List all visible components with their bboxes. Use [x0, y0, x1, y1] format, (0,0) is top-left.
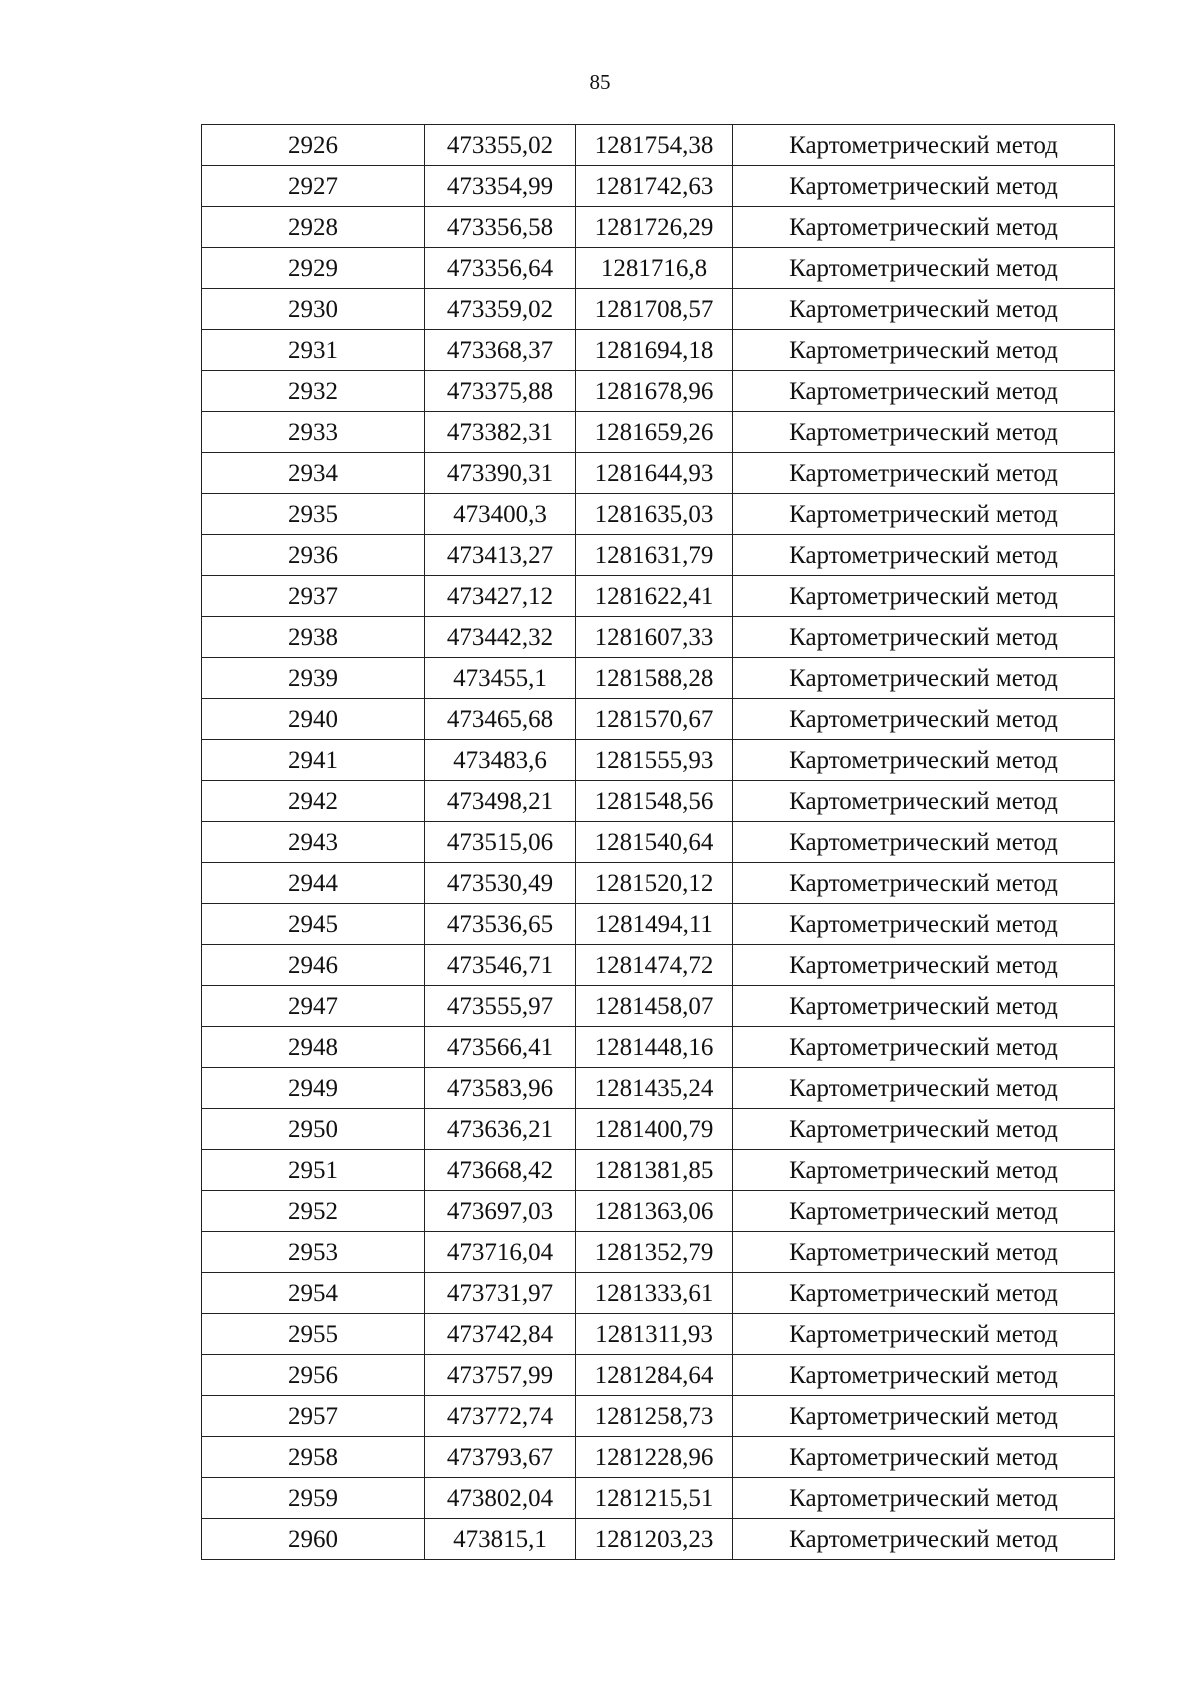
x-coordinate-cell: 473455,1	[425, 658, 576, 699]
table-row	[202, 1191, 1115, 1232]
table-row	[202, 986, 1115, 1027]
method-cell: Картометрический метод	[733, 207, 1115, 248]
method-cell: Картометрический метод	[733, 453, 1115, 494]
y-coordinate-cell: 1281228,96	[576, 1437, 733, 1478]
method-cell: Картометрический метод	[733, 945, 1115, 986]
point-number-cell: 2929	[202, 248, 425, 289]
x-coordinate-cell: 473498,21	[425, 781, 576, 822]
page-number: 85	[589, 70, 611, 94]
table-row	[202, 658, 1115, 699]
table-row	[202, 1355, 1115, 1396]
x-coordinate-cell: 473555,97	[425, 986, 576, 1027]
x-coordinate-cell: 473566,41	[425, 1027, 576, 1068]
method-cell: Картометрический метод	[733, 699, 1115, 740]
y-coordinate-cell: 1281311,93	[576, 1314, 733, 1355]
point-number-cell: 2926	[202, 125, 425, 166]
x-coordinate-cell: 473465,68	[425, 699, 576, 740]
table-row	[202, 1314, 1115, 1355]
y-coordinate-cell: 1281716,8	[576, 248, 733, 289]
table-row	[202, 1109, 1115, 1150]
x-coordinate-cell: 473793,67	[425, 1437, 576, 1478]
point-number-cell: 2934	[202, 453, 425, 494]
coordinates-table-body	[202, 125, 1115, 1560]
method-cell: Картометрический метод	[733, 412, 1115, 453]
coordinates-table	[201, 124, 1115, 1560]
table-row	[202, 822, 1115, 863]
point-number-cell: 2927	[202, 166, 425, 207]
x-coordinate-cell: 473390,31	[425, 453, 576, 494]
x-coordinate-cell: 473716,04	[425, 1232, 576, 1273]
point-number-cell: 2940	[202, 699, 425, 740]
y-coordinate-cell: 1281754,38	[576, 125, 733, 166]
x-coordinate-cell: 473375,88	[425, 371, 576, 412]
y-coordinate-cell: 1281659,26	[576, 412, 733, 453]
y-coordinate-cell: 1281520,12	[576, 863, 733, 904]
method-cell: Картометрический метод	[733, 1191, 1115, 1232]
point-number-cell: 2950	[202, 1109, 425, 1150]
table-row	[202, 289, 1115, 330]
y-coordinate-cell: 1281400,79	[576, 1109, 733, 1150]
point-number-cell: 2937	[202, 576, 425, 617]
table-row	[202, 904, 1115, 945]
table-row	[202, 1273, 1115, 1314]
table-row	[202, 576, 1115, 617]
y-coordinate-cell: 1281635,03	[576, 494, 733, 535]
point-number-cell: 2933	[202, 412, 425, 453]
method-cell: Картометрический метод	[733, 1437, 1115, 1478]
x-coordinate-cell: 473359,02	[425, 289, 576, 330]
point-number-cell: 2952	[202, 1191, 425, 1232]
method-cell: Картометрический метод	[733, 1150, 1115, 1191]
point-number-cell: 2954	[202, 1273, 425, 1314]
table-row	[202, 1150, 1115, 1191]
y-coordinate-cell: 1281203,23	[576, 1519, 733, 1560]
method-cell: Картометрический метод	[733, 658, 1115, 699]
table-row	[202, 125, 1115, 166]
point-number-cell: 2947	[202, 986, 425, 1027]
x-coordinate-cell: 473815,1	[425, 1519, 576, 1560]
point-number-cell: 2946	[202, 945, 425, 986]
y-coordinate-cell: 1281258,73	[576, 1396, 733, 1437]
y-coordinate-cell: 1281607,33	[576, 617, 733, 658]
method-cell: Картометрический метод	[733, 986, 1115, 1027]
table-row	[202, 1478, 1115, 1519]
method-cell: Картометрический метод	[733, 494, 1115, 535]
point-number-cell: 2943	[202, 822, 425, 863]
y-coordinate-cell: 1281458,07	[576, 986, 733, 1027]
table-row	[202, 781, 1115, 822]
point-number-cell: 2932	[202, 371, 425, 412]
y-coordinate-cell: 1281474,72	[576, 945, 733, 986]
point-number-cell: 2949	[202, 1068, 425, 1109]
x-coordinate-cell: 473668,42	[425, 1150, 576, 1191]
point-number-cell: 2930	[202, 289, 425, 330]
table-row	[202, 617, 1115, 658]
table-row	[202, 248, 1115, 289]
x-coordinate-cell: 473757,99	[425, 1355, 576, 1396]
x-coordinate-cell: 473427,12	[425, 576, 576, 617]
y-coordinate-cell: 1281363,06	[576, 1191, 733, 1232]
x-coordinate-cell: 473442,32	[425, 617, 576, 658]
point-number-cell: 2960	[202, 1519, 425, 1560]
table-row	[202, 1068, 1115, 1109]
y-coordinate-cell: 1281588,28	[576, 658, 733, 699]
point-number-cell: 2928	[202, 207, 425, 248]
point-number-cell: 2931	[202, 330, 425, 371]
y-coordinate-cell: 1281570,67	[576, 699, 733, 740]
method-cell: Картометрический метод	[733, 1396, 1115, 1437]
x-coordinate-cell: 473742,84	[425, 1314, 576, 1355]
x-coordinate-cell: 473536,65	[425, 904, 576, 945]
method-cell: Картометрический метод	[733, 289, 1115, 330]
method-cell: Картометрический метод	[733, 576, 1115, 617]
method-cell: Картометрический метод	[733, 1478, 1115, 1519]
y-coordinate-cell: 1281333,61	[576, 1273, 733, 1314]
method-cell: Картометрический метод	[733, 248, 1115, 289]
method-cell: Картометрический метод	[733, 1068, 1115, 1109]
point-number-cell: 2936	[202, 535, 425, 576]
method-cell: Картометрический метод	[733, 1519, 1115, 1560]
point-number-cell: 2958	[202, 1437, 425, 1478]
point-number-cell: 2959	[202, 1478, 425, 1519]
y-coordinate-cell: 1281694,18	[576, 330, 733, 371]
y-coordinate-cell: 1281215,51	[576, 1478, 733, 1519]
x-coordinate-cell: 473483,6	[425, 740, 576, 781]
y-coordinate-cell: 1281644,93	[576, 453, 733, 494]
table-row	[202, 207, 1115, 248]
table-row	[202, 1232, 1115, 1273]
y-coordinate-cell: 1281381,85	[576, 1150, 733, 1191]
table-row	[202, 740, 1115, 781]
point-number-cell: 2944	[202, 863, 425, 904]
method-cell: Картометрический метод	[733, 1273, 1115, 1314]
x-coordinate-cell: 473413,27	[425, 535, 576, 576]
table-row	[202, 166, 1115, 207]
table-row	[202, 1519, 1115, 1560]
x-coordinate-cell: 473802,04	[425, 1478, 576, 1519]
x-coordinate-cell: 473354,99	[425, 166, 576, 207]
point-number-cell: 2951	[202, 1150, 425, 1191]
y-coordinate-cell: 1281631,79	[576, 535, 733, 576]
table-row	[202, 1437, 1115, 1478]
table-row	[202, 453, 1115, 494]
y-coordinate-cell: 1281622,41	[576, 576, 733, 617]
y-coordinate-cell: 1281352,79	[576, 1232, 733, 1273]
method-cell: Картометрический метод	[733, 371, 1115, 412]
x-coordinate-cell: 473400,3	[425, 494, 576, 535]
x-coordinate-cell: 473546,71	[425, 945, 576, 986]
y-coordinate-cell: 1281708,57	[576, 289, 733, 330]
table-row	[202, 699, 1115, 740]
method-cell: Картометрический метод	[733, 166, 1115, 207]
y-coordinate-cell: 1281548,56	[576, 781, 733, 822]
y-coordinate-cell: 1281726,29	[576, 207, 733, 248]
method-cell: Картометрический метод	[733, 1355, 1115, 1396]
x-coordinate-cell: 473356,64	[425, 248, 576, 289]
method-cell: Картометрический метод	[733, 1232, 1115, 1273]
x-coordinate-cell: 473355,02	[425, 125, 576, 166]
method-cell: Картометрический метод	[733, 125, 1115, 166]
point-number-cell: 2945	[202, 904, 425, 945]
y-coordinate-cell: 1281435,24	[576, 1068, 733, 1109]
method-cell: Картометрический метод	[733, 822, 1115, 863]
method-cell: Картометрический метод	[733, 904, 1115, 945]
y-coordinate-cell: 1281678,96	[576, 371, 733, 412]
x-coordinate-cell: 473356,58	[425, 207, 576, 248]
point-number-cell: 2956	[202, 1355, 425, 1396]
table-row	[202, 863, 1115, 904]
table-row	[202, 945, 1115, 986]
x-coordinate-cell: 473583,96	[425, 1068, 576, 1109]
x-coordinate-cell: 473530,49	[425, 863, 576, 904]
point-number-cell: 2942	[202, 781, 425, 822]
method-cell: Картометрический метод	[733, 740, 1115, 781]
method-cell: Картометрический метод	[733, 1109, 1115, 1150]
point-number-cell: 2955	[202, 1314, 425, 1355]
x-coordinate-cell: 473697,03	[425, 1191, 576, 1232]
table-row	[202, 535, 1115, 576]
y-coordinate-cell: 1281555,93	[576, 740, 733, 781]
point-number-cell: 2948	[202, 1027, 425, 1068]
y-coordinate-cell: 1281494,11	[576, 904, 733, 945]
point-number-cell: 2939	[202, 658, 425, 699]
x-coordinate-cell: 473772,74	[425, 1396, 576, 1437]
point-number-cell: 2957	[202, 1396, 425, 1437]
x-coordinate-cell: 473515,06	[425, 822, 576, 863]
x-coordinate-cell: 473368,37	[425, 330, 576, 371]
method-cell: Картометрический метод	[733, 1027, 1115, 1068]
table-row	[202, 371, 1115, 412]
point-number-cell: 2938	[202, 617, 425, 658]
table-row	[202, 1027, 1115, 1068]
method-cell: Картометрический метод	[733, 617, 1115, 658]
y-coordinate-cell: 1281540,64	[576, 822, 733, 863]
x-coordinate-cell: 473731,97	[425, 1273, 576, 1314]
method-cell: Картометрический метод	[733, 1314, 1115, 1355]
y-coordinate-cell: 1281448,16	[576, 1027, 733, 1068]
y-coordinate-cell: 1281284,64	[576, 1355, 733, 1396]
table-row	[202, 412, 1115, 453]
table-row	[202, 494, 1115, 535]
point-number-cell: 2941	[202, 740, 425, 781]
method-cell: Картометрический метод	[733, 535, 1115, 576]
point-number-cell: 2953	[202, 1232, 425, 1273]
method-cell: Картометрический метод	[733, 863, 1115, 904]
y-coordinate-cell: 1281742,63	[576, 166, 733, 207]
x-coordinate-cell: 473382,31	[425, 412, 576, 453]
x-coordinate-cell: 473636,21	[425, 1109, 576, 1150]
table-row	[202, 1396, 1115, 1437]
method-cell: Картометрический метод	[733, 330, 1115, 371]
table-row	[202, 330, 1115, 371]
method-cell: Картометрический метод	[733, 781, 1115, 822]
point-number-cell: 2935	[202, 494, 425, 535]
